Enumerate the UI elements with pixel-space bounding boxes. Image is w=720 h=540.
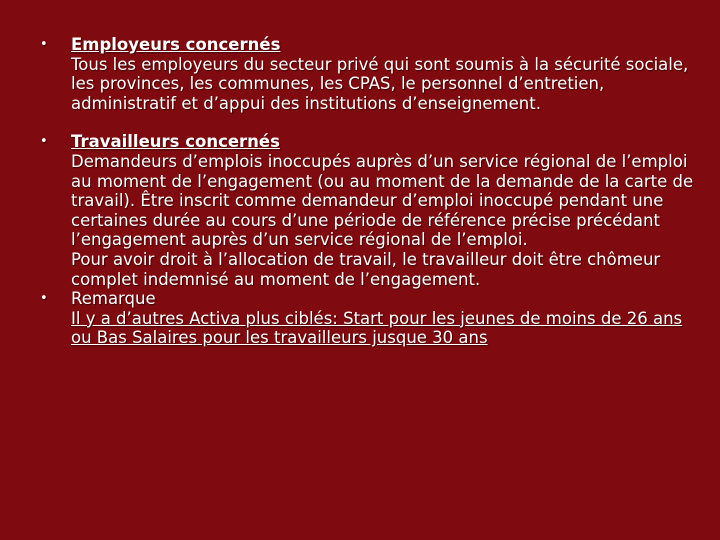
bullet-remarque [40, 289, 700, 348]
bullet-travailleurs [40, 132, 700, 289]
bullet-dot-icon: • [40, 37, 48, 52]
bullet-heading: Employeurs concernés [71, 35, 281, 54]
bullet-dot-icon: • [40, 134, 48, 150]
bullet-employeurs [40, 35, 700, 113]
bullet-text: Demandeurs d’emplois inoccupés auprès d’un service régional de l’emploi au moment de l’engagement (ou au moment de la demande de la carte de travail). Être inscrit comme demandeur d’emploi inoccupé pendant une certaines durée au cours d’une période de référence précise précédant l’engagement auprès d’un service régional de l’emploi. [71, 151, 694, 250]
bullet-dot-icon: • [40, 291, 48, 307]
bullet-heading: Travailleurs concernés [71, 132, 280, 152]
bullet-text: Il y a d’autres Activa plus ciblés: Start pour les jeunes de moins de 26 ans ou Bas Salaires pour les travailleurs jusque 30 ans [71, 308, 683, 348]
bullet-text: Tous les employeurs du secteur privé qui sont soumis à la sécurité sociale, les provinces, les communes, les CPAS, le personnel d’entretien, administratif et d’appui des institutions d’enseignement. [71, 54, 689, 113]
bullet-heading: Remarque [71, 289, 156, 309]
bullet-list [40, 35, 700, 348]
bullet-text: Pour avoir droit à l’allocation de travail, le travailleur doit être chômeur complet indemnisé au moment de l’engagement. [71, 249, 661, 289]
